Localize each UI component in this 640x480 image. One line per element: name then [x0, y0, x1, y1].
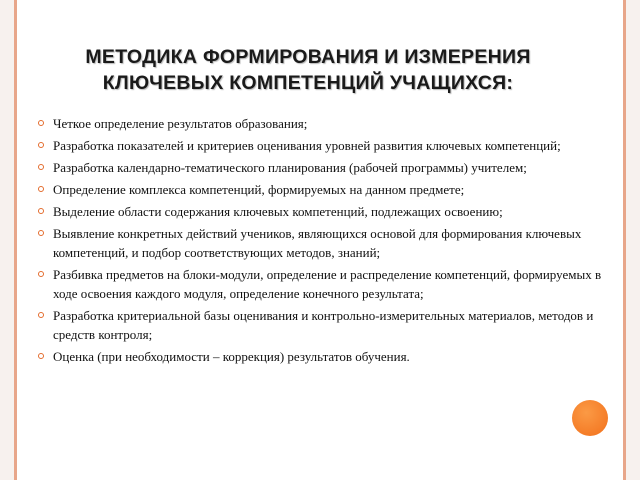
list-item	[38, 180, 623, 199]
right-border-stripe	[623, 0, 626, 480]
bullet-circle-icon	[38, 142, 44, 148]
list-item-text: Выявление конкретных действий учеников, являющихся основой для формирования ключевых компетенций, и подбор соответствующих методов, знаний;	[53, 226, 582, 260]
list-item	[38, 265, 623, 303]
bullet-circle-icon	[38, 208, 44, 214]
slide-title	[28, 44, 588, 96]
bullet-circle-icon	[38, 164, 44, 170]
list-item-text: Разработка критериальной базы оценивания и контрольно-измерительных материалов, методов и средств контроля;	[53, 308, 594, 342]
list-item	[38, 347, 623, 366]
bullet-circle-icon	[38, 186, 44, 192]
bullet-list	[38, 114, 623, 369]
bullet-circle-icon	[38, 312, 44, 318]
list-item-text: Разработка календарно-тематического планирования (рабочей программы) учителем;	[53, 160, 527, 175]
list-item	[38, 114, 623, 133]
left-border-stripe	[14, 0, 17, 480]
title-line-1: МЕТОДИКА ФОРМИРОВАНИЯ И ИЗМЕРЕНИЯ	[85, 46, 531, 68]
list-item	[38, 224, 623, 262]
list-item	[38, 136, 623, 155]
list-item-text: Выделение области содержания ключевых компетенций, подлежащих освоению;	[53, 204, 503, 219]
bullet-circle-icon	[38, 271, 44, 277]
bullet-circle-icon	[38, 120, 44, 126]
bullet-circle-icon	[38, 230, 44, 236]
list-item	[38, 306, 623, 344]
bullet-circle-icon	[38, 353, 44, 359]
list-item	[38, 158, 623, 177]
list-item-text: Четкое определение результатов образования;	[53, 116, 308, 131]
list-item-text: Определение комплекса компетенций, формируемых на данном предмете;	[53, 182, 465, 197]
list-item	[38, 202, 623, 221]
list-item-text: Оценка (при необходимости – коррекция) результатов обучения.	[53, 349, 410, 364]
list-item-text: Разбивка предметов на блоки-модули, определение и распределение компетенций, формируемых в ходе освоения каждого модуля, определение конечного результата;	[53, 267, 602, 301]
decorative-orange-circle	[572, 400, 608, 436]
title-line-2: КЛЮЧЕВЫХ КОМПЕТЕНЦИЙ УЧАЩИХСЯ:	[102, 72, 514, 94]
list-item-text: Разработка показателей и критериев оценивания уровней развития ключевых компетенций;	[53, 138, 561, 153]
